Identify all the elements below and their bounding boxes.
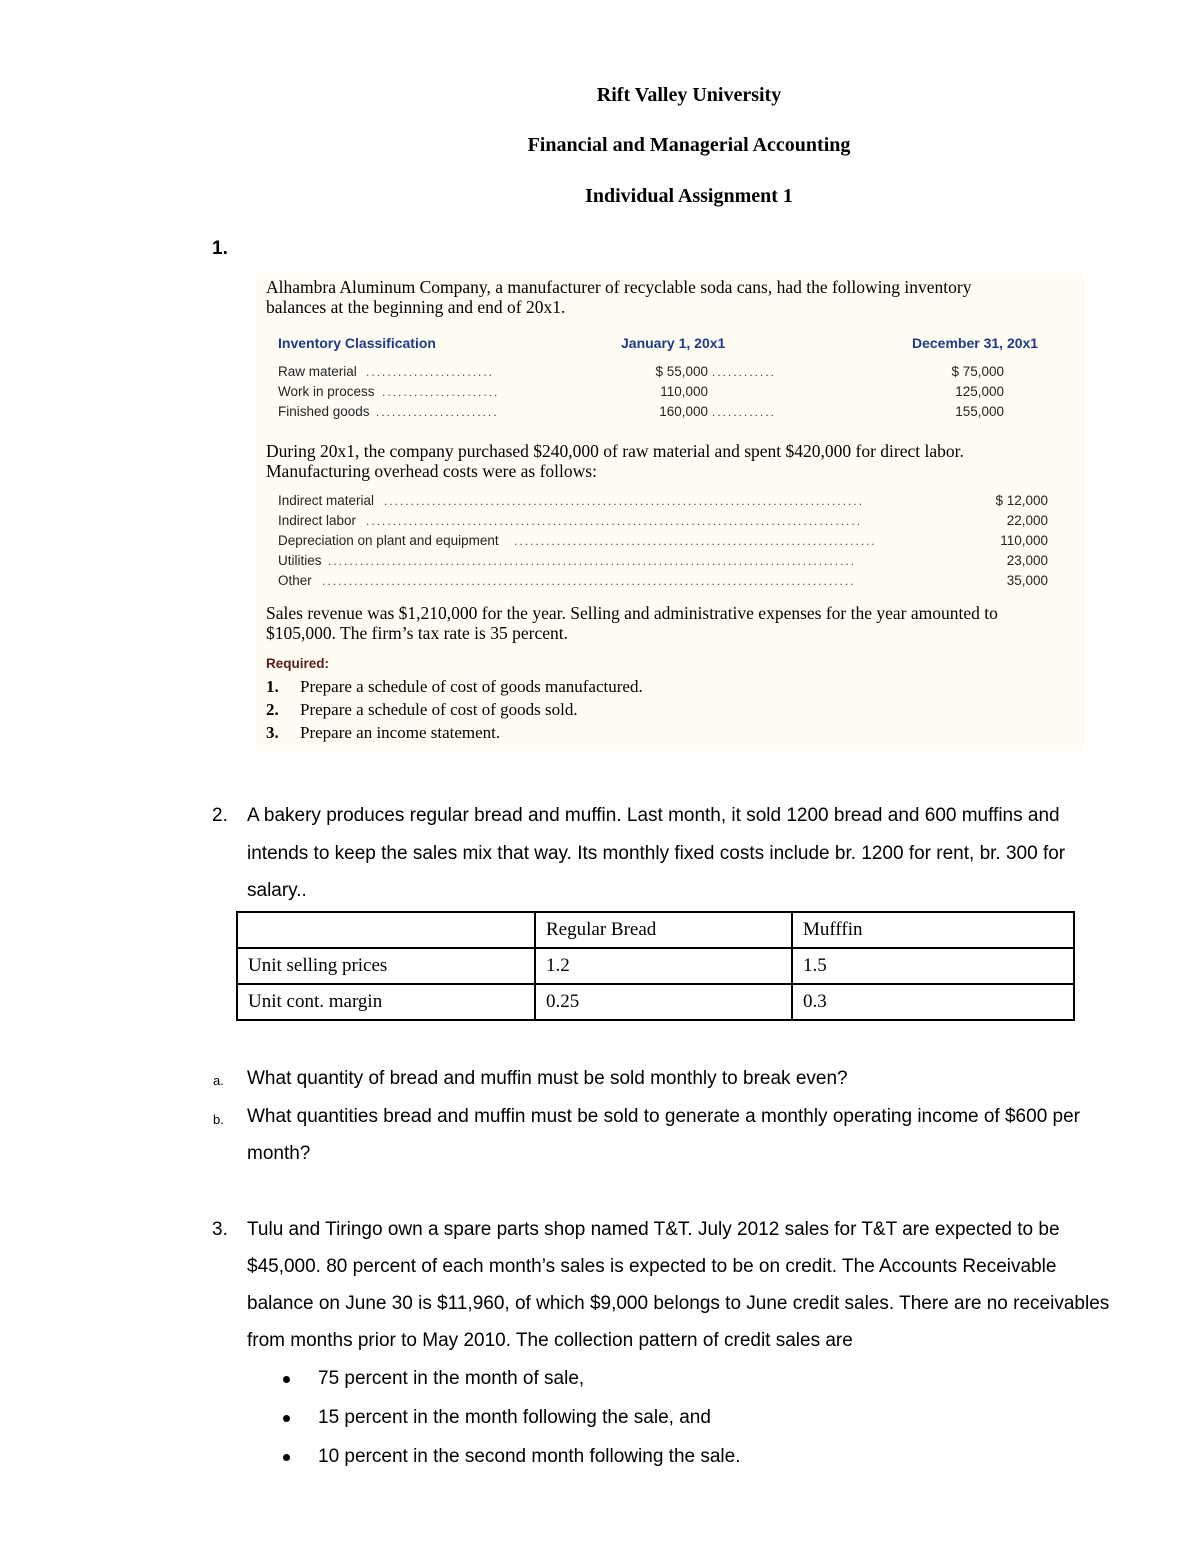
overhead-label: Indirect labor: [278, 513, 357, 528]
bullet-icon: [283, 1376, 290, 1383]
question-3-number: 3.: [212, 1219, 228, 1240]
table-cell: 1.2: [535, 948, 792, 984]
col-header-classification: Inventory Classification: [278, 335, 436, 351]
text-line: balance on June 30 is $11,960, of which $9,000 belongs to June credit sales. There are no receivables: [247, 1293, 1110, 1314]
overhead-row: [256, 551, 1086, 571]
text-line: A bakery produces regular bread and muffin. Last month, it sold 1200 bread and 600 muffins and: [247, 805, 1060, 826]
sub-question-a-label: a.: [213, 1073, 224, 1088]
jan-value: 110,000: [660, 384, 708, 399]
question-2-number: 2.: [212, 805, 228, 826]
overhead-row: [256, 491, 1086, 511]
text-line: Tulu and Tiringo own a spare parts shop named T&T. July 2012 sales for T&T are expected to be: [247, 1219, 1060, 1240]
leader-dots: ......................: [382, 385, 500, 399]
sub-question-b-label: b.: [213, 1112, 224, 1127]
assignment-title: Individual Assignment 1: [585, 185, 793, 207]
required-text: Prepare a schedule of cost of goods manufactured.: [300, 677, 643, 696]
leader-dots: ....................................................................: [514, 534, 877, 548]
inventory-label: Finished goods: [278, 404, 370, 419]
overhead-amount: 35,000: [1006, 573, 1048, 588]
required-item: [266, 700, 578, 722]
overhead-row: [256, 571, 1086, 591]
intro-line-2: balances at the beginning and end of 20x1.: [266, 297, 566, 317]
dec-value: $ 75,000: [951, 364, 1004, 379]
course-title: Financial and Managerial Accounting: [527, 134, 851, 156]
table-row: [237, 912, 1074, 948]
jan-value: 160,000: [659, 404, 708, 419]
sales-line-1: Sales revenue was $1,210,000 for the year. Selling and administrative expenses for the year amounted to: [266, 603, 998, 623]
bakery-table: [236, 911, 1075, 1021]
overhead-label: Utilities: [278, 553, 322, 568]
intro-line-1: Alhambra Aluminum Company, a manufacturer of recyclable soda cans, had the following inventory: [266, 277, 972, 297]
required-item: [266, 723, 500, 745]
jan-value: $ 55,000: [655, 364, 708, 379]
text-line: from months prior to May 2010. The collection pattern of credit sales are: [247, 1330, 853, 1351]
table-cell: Unit cont. margin: [237, 984, 535, 1020]
table-row: [237, 984, 1074, 1020]
table-cell: Mufffin: [792, 912, 1074, 948]
dec-value: 155,000: [955, 404, 1004, 419]
leader-dots: ....................................................................................................: [322, 574, 856, 588]
overhead-row: [256, 511, 1086, 531]
col-header-jan: January 1, 20x1: [621, 335, 726, 351]
overhead-label: Depreciation on plant and equipment: [278, 533, 499, 548]
required-text: Prepare an income statement.: [300, 723, 501, 742]
leader-dots: ........................: [366, 365, 495, 379]
required-text: Prepare a schedule of cost of goods sold.: [300, 700, 578, 719]
leader-dots: ..........................................................................................: [384, 494, 865, 508]
dec-value: 125,000: [955, 384, 1004, 399]
overhead-label: Other: [278, 573, 312, 588]
required-item: [266, 677, 643, 699]
overhead-amount: 22,000: [1006, 513, 1048, 528]
table-cell: 0.25: [535, 984, 792, 1020]
table-cell: [237, 912, 535, 948]
table-cell: 0.3: [792, 984, 1074, 1020]
table-cell: Unit selling prices: [237, 948, 535, 984]
inventory-row: [256, 382, 1086, 402]
required-number: 3.: [266, 723, 279, 742]
overhead-amount: 110,000: [1000, 533, 1048, 548]
table-cell: 1.5: [792, 948, 1074, 984]
bullet-text: 10 percent in the second month following the sale.: [318, 1446, 741, 1467]
purchase-line-1: During 20x1, the company purchased $240,000 of raw material and spent $420,000 for direct labor.: [266, 441, 964, 461]
sales-line-2: $105,000. The firm’s tax rate is 35 percent.: [266, 623, 568, 643]
textbook-excerpt: [256, 273, 1086, 751]
bullet-icon: [283, 1415, 290, 1422]
text-line: salary..: [247, 880, 307, 901]
text-line: month?: [247, 1143, 311, 1164]
inventory-label: Raw material: [278, 364, 357, 379]
leader-dots: ...................................................................................................: [328, 554, 857, 568]
purchase-line-2: Manufacturing overhead costs were as follows:: [266, 461, 597, 481]
inventory-label: Work in process: [278, 384, 375, 399]
bullet-icon: [283, 1454, 290, 1461]
inventory-row: [256, 402, 1086, 422]
leader-dots: ............: [712, 405, 777, 419]
leader-dots: .......................: [376, 405, 499, 419]
required-number: 1.: [266, 677, 279, 696]
leader-dots: ............: [712, 365, 777, 379]
text-line: intends to keep the sales mix that way. Its monthly fixed costs include br. 1200 for rent, br. 300 for: [247, 843, 1066, 864]
leader-dots: .............................................................................................: [366, 514, 863, 528]
overhead-amount: 23,000: [1006, 553, 1048, 568]
question-1-number: 1.: [212, 238, 228, 259]
overhead-row: [256, 531, 1086, 551]
bullet-text: 15 percent in the month following the sale, and: [318, 1407, 711, 1428]
text-line: What quantities bread and muffin must be sold to generate a monthly operating income of $600 per: [247, 1106, 1080, 1127]
overhead-label: Indirect material: [278, 493, 375, 508]
table-row: [237, 948, 1074, 984]
col-header-dec: December 31, 20x1: [912, 335, 1039, 351]
university-title: Rift Valley University: [596, 84, 782, 106]
inventory-row: [256, 362, 1086, 382]
bullet-text: 75 percent in the month of sale,: [318, 1368, 585, 1389]
table-cell: Regular Bread: [535, 912, 792, 948]
text-line: $45,000. 80 percent of each month’s sales is expected to be on credit. The Accounts Receivable: [247, 1256, 1057, 1277]
required-heading: Required:: [266, 656, 330, 671]
text-line: What quantity of bread and muffin must be sold monthly to break even?: [247, 1068, 848, 1089]
required-number: 2.: [266, 700, 279, 719]
overhead-amount: $ 12,000: [995, 493, 1048, 508]
